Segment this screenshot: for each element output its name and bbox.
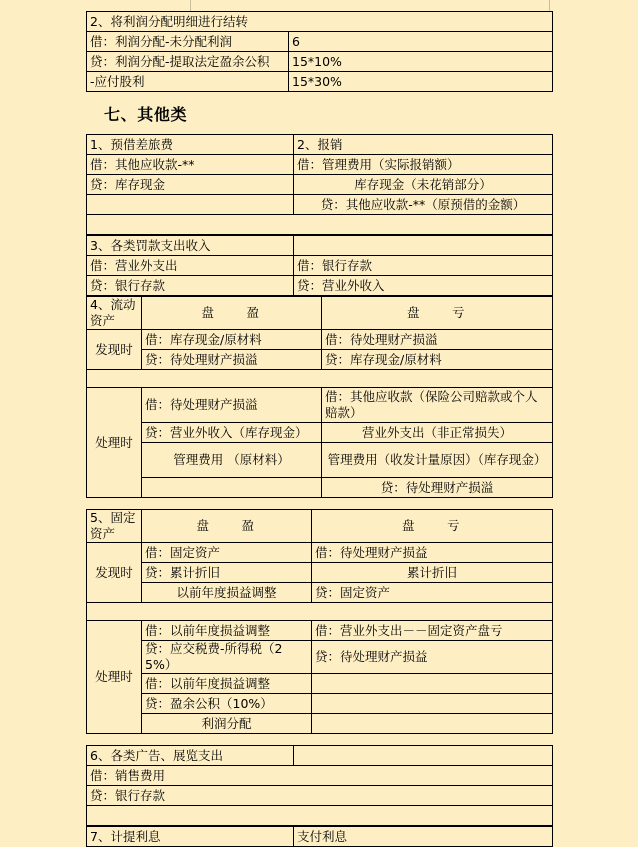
profit-distribution-entry-1: 贷：利润分配-提取法定盈余公积 [87, 52, 289, 72]
table-row [87, 32, 553, 52]
table-row [87, 423, 553, 443]
reimburse-entry-1: 库存现金（未花销部分） [294, 175, 553, 195]
table-row [87, 766, 553, 786]
table-row [87, 786, 553, 806]
table-row-blank [87, 806, 553, 826]
current-assets-handle-deficit-3: 贷：待处理财产损溢 [322, 478, 553, 498]
current-assets-discover-deficit-1: 贷：库存现金/原材料 [322, 350, 553, 370]
current-assets-discover-surplus-0: 借：库存现金/原材料 [142, 330, 322, 350]
fixed-assets-corner-label: 5、固定资产 [87, 510, 142, 543]
table-row [87, 195, 553, 215]
table-row [87, 621, 553, 641]
fixed-assets-handle-label: 处理时 [87, 621, 142, 734]
current-assets-discover-label: 发现时 [87, 330, 142, 370]
travel-entry-2 [87, 195, 294, 215]
spacer-top [86, 0, 552, 11]
fixed-assets-handle-deficit-2 [312, 674, 553, 694]
table-row [87, 52, 553, 72]
table-row [87, 135, 553, 155]
travel-entry-0: 借：其他应收款-** [87, 155, 294, 175]
fixed-assets-col-deficit: 盘 亏 [312, 510, 553, 543]
travel-blank-row [87, 215, 553, 235]
fixed-assets-handle-deficit-4 [312, 714, 553, 734]
fixed-assets-discover-surplus-0: 借：固定资产 [142, 543, 312, 563]
table-row [87, 674, 553, 694]
table-row [87, 276, 553, 296]
table-row [87, 350, 553, 370]
table-row [87, 746, 553, 766]
fines-entry-r1: 贷：营业外收入 [294, 276, 553, 296]
table-row [87, 297, 553, 330]
advertising-entry-1: 贷：银行存款 [87, 786, 553, 806]
fixed-assets-blank-row [87, 603, 553, 621]
reimburse-entry-0: 借：管理费用（实际报销额） [294, 155, 553, 175]
travel-entry-1: 贷：库存现金 [87, 175, 294, 195]
table-profit-distribution [86, 11, 553, 92]
travel-title: 1、预借差旅费 [87, 135, 294, 155]
current-assets-blank-row [87, 370, 553, 388]
table-row [87, 641, 553, 674]
table-row [87, 175, 553, 195]
fixed-assets-handle-surplus-4: 利润分配 [142, 714, 312, 734]
current-assets-handle-surplus-2: 管理费用 （原材料） [142, 443, 322, 478]
current-assets-discover-deficit-0: 借：待处理财产损溢 [322, 330, 553, 350]
fixed-assets-discover-deficit-1: 累计折旧 [312, 563, 553, 583]
table-current-assets [86, 296, 553, 498]
profit-distribution-entry-0: 借：利润分配-未分配利润 [87, 32, 289, 52]
spacer-between-assets [86, 498, 552, 509]
fines-entry-r0: 借：银行存款 [294, 256, 553, 276]
fixed-assets-handle-deficit-0: 借：营业外支出－－固定资产盘亏 [312, 621, 553, 641]
fixed-assets-discover-deficit-0: 借：待处理财产损益 [312, 543, 553, 563]
interest-payment-title: 支付利息 [294, 827, 553, 847]
fixed-assets-handle-surplus-2: 借：以前年度损益调整 [142, 674, 312, 694]
table-row [87, 694, 553, 714]
fixed-assets-handle-deficit-1: 贷：待处理财产损益 [312, 641, 553, 674]
table-row [87, 72, 553, 92]
fixed-assets-discover-deficit-2: 贷：固定资产 [312, 583, 553, 603]
table-row [87, 236, 553, 256]
fines-entry-l1: 贷：银行存款 [87, 276, 294, 296]
reimburse-title: 2、报销 [294, 135, 553, 155]
current-assets-handle-surplus-1: 贷：营业外收入（库存现金） [142, 423, 322, 443]
current-assets-handle-surplus-0: 借：待处理财产损溢 [142, 388, 322, 423]
document-content [86, 0, 552, 847]
current-assets-corner-label: 4、流动资产 [87, 297, 142, 330]
current-assets-col-surplus: 盘 盈 [142, 297, 322, 330]
profit-distribution-entry-2: -应付股利 [87, 72, 289, 92]
fixed-assets-col-surplus: 盘 盈 [142, 510, 312, 543]
current-assets-col-deficit: 盘 亏 [322, 297, 553, 330]
table-row [87, 583, 553, 603]
profit-distribution-amount-2: 15*30% [289, 72, 553, 92]
fixed-assets-discover-surplus-2: 以前年度损益调整 [142, 583, 312, 603]
table-travel-reimburse [86, 134, 553, 235]
fixed-assets-handle-surplus-1: 贷：应交税费-所得税（25%） [142, 641, 312, 674]
profit-distribution-amount-1: 15*10% [289, 52, 553, 72]
fines-title-right [294, 236, 553, 256]
fixed-assets-handle-surplus-0: 借：以前年度损益调整 [142, 621, 312, 641]
advertising-title: 6、各类广告、展览支出 [87, 746, 294, 766]
table-row-blank [87, 370, 553, 388]
table-row [87, 330, 553, 350]
current-assets-handle-label: 处理时 [87, 388, 142, 498]
fixed-assets-handle-deficit-3 [312, 694, 553, 714]
table-row [87, 478, 553, 498]
table-row [87, 443, 553, 478]
fines-title: 3、各类罚款支出收入 [87, 236, 294, 256]
fixed-assets-discover-label: 发现时 [87, 543, 142, 603]
current-assets-handle-deficit-0: 借：其他应收款（保险公司赔款或个人赔款） [322, 388, 553, 423]
profit-distribution-amount-0: 6 [289, 32, 553, 52]
table-row [87, 256, 553, 276]
advertising-title-right [294, 746, 553, 766]
interest-accrual-title: 7、计提利息 [87, 827, 294, 847]
spacer-before-advertising [86, 734, 552, 745]
table-row [87, 388, 553, 423]
table-row [87, 12, 553, 32]
current-assets-handle-deficit-2: 管理费用（收发计量原因）（库存现金） [322, 443, 553, 478]
table-row [87, 543, 553, 563]
current-assets-discover-surplus-1: 贷：待处理财产损溢 [142, 350, 322, 370]
profit-distribution-title: 2、将利润分配明细进行结转 [87, 12, 553, 32]
reimburse-entry-2: 贷：其他应收款-**（原预借的金额） [294, 195, 553, 215]
table-row [87, 155, 553, 175]
table-interest [86, 826, 553, 847]
table-row [87, 714, 553, 734]
table-row-blank [87, 215, 553, 235]
advertising-blank-row [87, 806, 553, 826]
table-row [87, 827, 553, 847]
table-advertising [86, 745, 553, 826]
table-row [87, 510, 553, 543]
fines-entry-l0: 借：营业外支出 [87, 256, 294, 276]
current-assets-handle-deficit-1: 营业外支出（非正常损失） [322, 423, 553, 443]
advertising-entry-0: 借：销售费用 [87, 766, 553, 786]
page-title: 七、其他类 [104, 105, 188, 124]
fixed-assets-handle-surplus-3: 贷：盈余公积（10%） [142, 694, 312, 714]
table-row [87, 563, 553, 583]
fixed-assets-discover-surplus-1: 贷：累计折旧 [142, 563, 312, 583]
table-row-blank [87, 603, 553, 621]
table-fixed-assets [86, 509, 553, 734]
table-fines [86, 235, 553, 296]
current-assets-handle-surplus-3 [142, 478, 322, 498]
